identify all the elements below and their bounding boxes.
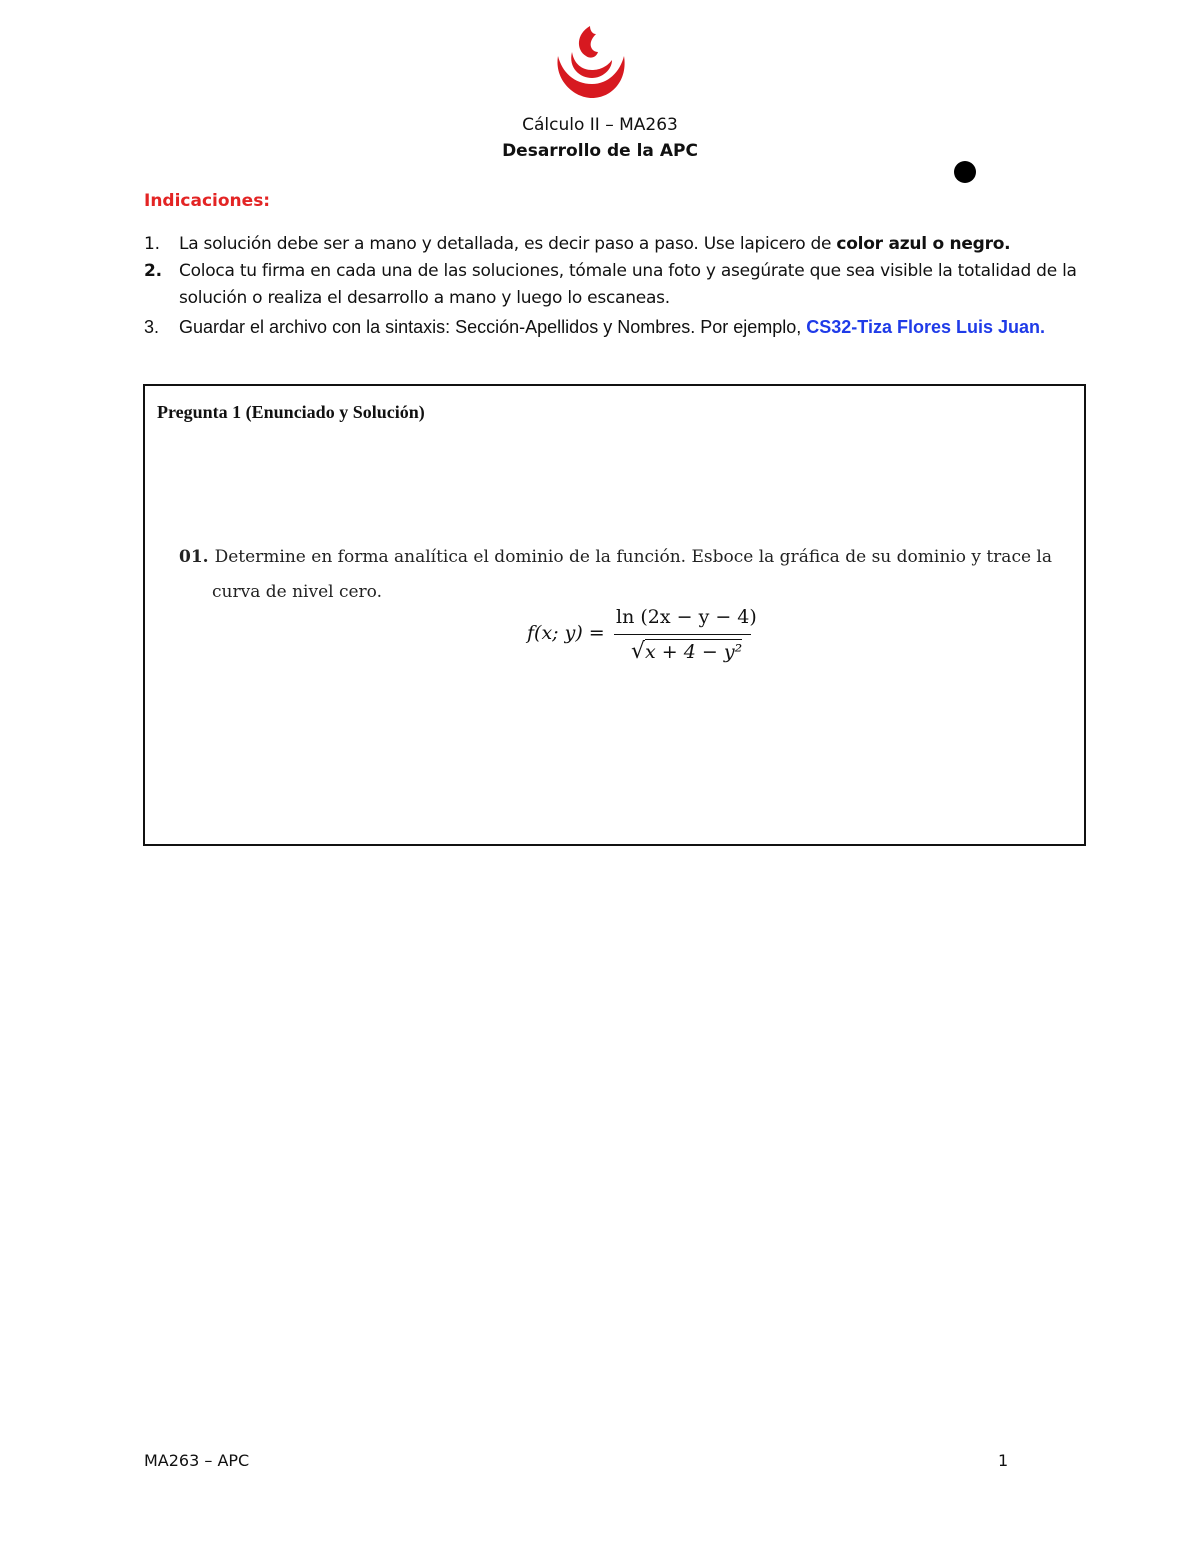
instructions-list [144,231,1094,339]
problem-text-1: Determine en forma analítica el dominio de la función. Esboce la gráfica de su dominio y trace la [214,547,1053,567]
instruction-item-2 [144,258,1094,312]
course-title: Cálculo II – MA263 [522,115,678,135]
formula-lhs: f(x; y) = [527,622,605,644]
problem-number: 01. [179,547,209,567]
instruction-number: 3. [144,317,160,337]
filename-example: CS32-Tiza Flores Luis Juan. [806,317,1046,337]
instruction-emphasis: color azul o negro [836,234,1005,254]
instruction-text: Guardar el archivo con la sintaxis: Sección-Apellidos y Nombres. Por ejemplo, [179,317,807,337]
function-formula [527,606,787,668]
page-number: 1 [998,1451,1009,1470]
footer-course-code: MA263 – APC [144,1451,250,1470]
instruction-item-3 [144,315,1094,339]
instruction-number: 2. [144,261,162,281]
instruction-text: tu firma en cada una de las soluciones, tómale una foto y asegúrate que sea visible la totalidad de la solución o realiza el desarrollo a mano y luego lo escaneas. [179,261,1077,308]
instruction-item-1 [144,231,1094,258]
upc-flame-logo-icon [550,22,630,102]
instruction-number: 1. [144,234,160,254]
instruction-text: La solución debe ser a mano y detallada, es decir paso a paso. Use lapicero de [179,234,837,254]
instruction-text-end: . [1004,234,1011,254]
question-title: Pregunta 1 (Enunciado y Solución) [157,402,425,422]
document-subtitle: Desarrollo de la APC [502,141,698,161]
instructions-heading: Indicaciones: [144,191,271,211]
formula-numerator: ln (2x − y − 4) [616,606,757,628]
black-dot-mark [954,161,976,183]
formula-denominator [631,639,742,664]
radical-sign: √ [631,639,646,664]
fraction-bar [614,634,751,635]
instruction-emphasis: Coloca [179,261,235,281]
problem-line-2: curva de nivel cero. [212,582,383,602]
problem-line-1 [179,547,1052,567]
radicand: x + 4 − y² [645,641,743,663]
